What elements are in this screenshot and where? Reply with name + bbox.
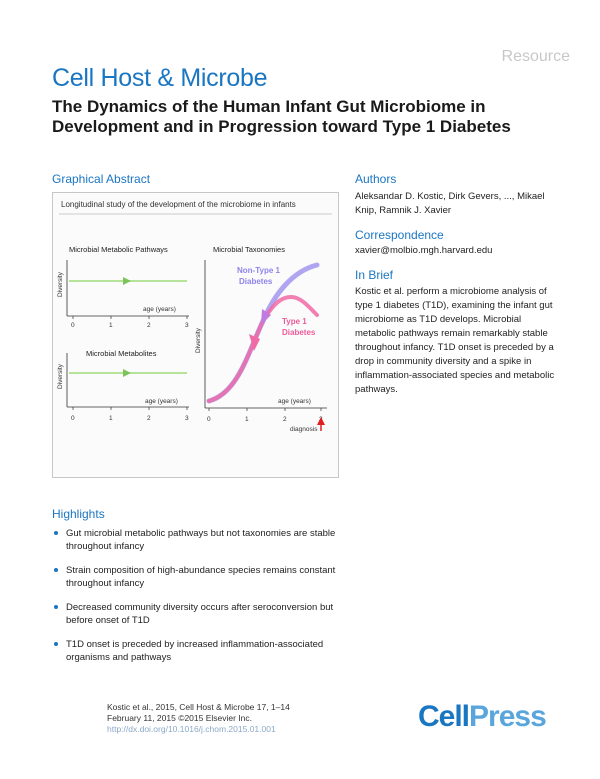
in-brief-text: Kostic et al. perform a microbiome analysis of type 1 diabetes (T1D), examining the infant gut microbiome as T1D develops. Microbial metabolic pathways remain remarkably stable throughout infancy. T1D onset is preceded by a drop in community diversity and a spike in inflammation-associated species and metabolic pathways. — [355, 286, 555, 395]
tick-label: 1 — [109, 322, 113, 329]
highlight-item: T1D onset is preceded by increased inflammation-associated organisms and pathways — [52, 638, 352, 664]
article-title: The Dynamics of the Human Infant Gut Microbiome in Development and in Progression toward Type 1 Diabetes — [52, 97, 511, 136]
highlight-item: Decreased community diversity occurs after seroconversion but before onset of T1D — [52, 601, 352, 627]
graphical-abstract-figure — [52, 192, 339, 478]
tick-label: 3 — [185, 322, 189, 329]
panel-taxonomies-title: Microbial Taxonomies — [213, 245, 285, 254]
label-non-t1d-2: Diabetes — [239, 277, 273, 286]
correspondence-email[interactable]: xavier@molbio.mgh.harvard.edu — [355, 245, 493, 256]
tick-label: 0 — [71, 322, 75, 329]
figure-box-title: Longitudinal study of the development of the microbiome in infants — [61, 200, 296, 209]
authors-heading: Authors — [355, 172, 397, 186]
graphical-abstract-heading: Graphical Abstract — [52, 172, 151, 186]
metabolites-x-label: age (years) — [145, 398, 178, 405]
pathways-arrow — [123, 277, 131, 285]
panel-pathways-title: Microbial Metabolic Pathways — [69, 245, 168, 254]
label-non-t1d: Non-Type 1 — [237, 266, 280, 275]
panel-metabolites-title: Microbial Metabolites — [86, 349, 157, 358]
pathways-y-label: Diversity — [57, 272, 64, 297]
author-list: Aleksandar D. Kostic, Dirk Gevers, ..., Mikael Knip, Ramnik J. Xavier — [355, 191, 545, 216]
taxonomies-x-label: age (years) — [278, 398, 311, 405]
tick-label: 2 — [147, 322, 151, 329]
tick-label: 1 — [245, 416, 249, 423]
in-brief-heading: In Brief — [355, 268, 394, 282]
highlights-heading: Highlights — [52, 507, 105, 521]
section-label: Resource — [501, 48, 570, 65]
graphical-abstract-svg — [53, 193, 338, 477]
bullet-icon — [54, 568, 58, 572]
bullet-icon — [54, 531, 58, 535]
bullet-icon — [54, 605, 58, 609]
journal-name: Cell Host & Microbe — [52, 64, 268, 92]
cellpress-logo: CellPress — [418, 700, 546, 733]
tick-label: 0 — [71, 415, 75, 422]
bullet-icon — [54, 642, 58, 646]
label-t1d-2: Diabetes — [282, 328, 316, 337]
doi-link[interactable]: http://dx.doi.org/10.1016/j.chom.2015.01.001 — [107, 724, 276, 734]
tick-label: 3 — [185, 415, 189, 422]
highlight-item: Gut microbial metabolic pathways but not taxonomies are stable throughout infancy — [52, 527, 352, 553]
diagnosis-label: diagnosis — [290, 426, 318, 433]
metabolites-y-label: Diversity — [57, 364, 64, 389]
right-column — [355, 172, 555, 397]
pathways-x-label: age (years) — [143, 306, 176, 313]
tick-label: 2 — [283, 416, 287, 423]
tick-label: 2 — [147, 415, 151, 422]
highlight-item: Strain composition of high-abundance species remains constant throughout infancy — [52, 564, 352, 590]
correspondence-heading: Correspondence — [355, 228, 444, 242]
taxonomies-y-label: Diversity — [195, 328, 202, 353]
tick-label: 1 — [109, 415, 113, 422]
footer-citation — [107, 702, 290, 735]
label-t1d: Type 1 — [282, 317, 307, 326]
date-line: February 11, 2015 ©2015 Elsevier Inc. — [107, 713, 253, 723]
citation-line: Kostic et al., 2015, Cell Host & Microbe 17, 1–14 — [107, 702, 290, 712]
highlights-section — [52, 507, 352, 675]
tick-label: 0 — [207, 416, 211, 423]
metabolites-arrow — [123, 369, 131, 377]
